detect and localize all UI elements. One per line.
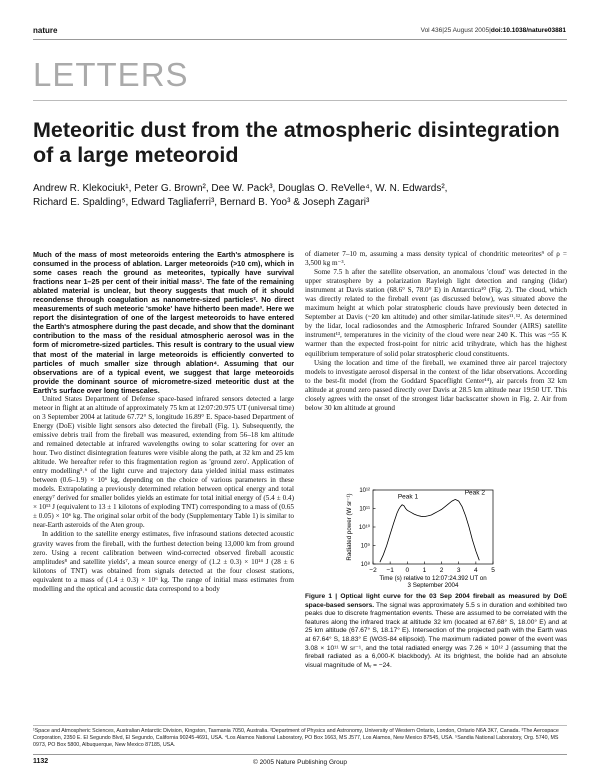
page-number: 1132 [33,758,49,765]
doi-link[interactable]: doi:10.1038/nature03881 [490,27,566,34]
caption-title: Figure 1 | Optical light curve for the 03 Sep 2004 fireball as measured by DoE space-based sensors. [305,593,567,609]
caption-body: The signal was approximately 5.5 s in duration and exhibited two peaks due to discrete fragmentation events. These are assumed to be correlated with the features along the infrared track at altitude 32 km (located at 67.68° S, 18.00° E) and at 25 km altitude (67.67° S, 18.17° E). Intersection of the projected path with the Earth was at 67.64° S, 18.83° E (WGS-84 ellipsoid). The maximum radiated power of the event was 3.08 × 10¹¹ W sr⁻¹, and the total radiated energy was 7.26 × 10¹² J (assuming that the fireball radiated as a 6,000-K blackbody). At its brightest, the bolide had an absolute visual magnitude of Mᵥ = −24. [305,601,567,669]
x-tick-label: −2 [369,567,377,574]
x-tick-label: 3 [456,567,461,574]
copyright-notice: © 2005 Nature Publishing Group [252,759,348,766]
section-label: LETTERS [33,56,189,93]
y-tick-label: 10¹² [359,488,370,494]
body-paragraph: United States Department of Defense space-based infrared sensors detected a large meteor in flight at an altitude of approximately 75 km at 12:07:20.975 UT (universal time) on 3 September 2004 at latitude 67.72° S, longitude 16.89° E. Space-based Department of Energy (DoE) visible light sensors also detected the fireball (Fig. 1). Subsequently, the emissive debris trail from the fireball was measured, extending from 56–18 km altitude and remained detectable at infrared wavelengths owing to solar scattering for over an hour. Two distinct disintegration features were visible along the path, at 32 km and 25 km altitude. We hereafter refer to this fragmentation region as 'ground zero'. Application of entry modelling⁵˒⁶ of the light curve and trajectory data yielded initial mass estimates between (0.6–1.9) × 10⁶ kg, depending on the choice of various parameters in these models. Extrapolating a previously determined relation between optical energy and total energy⁷ derived for smaller bolides yields an estimate for total initial energy of (5.4 ± 0.4) × 10¹³ J (equivalent to 13 ± 1 kilotons of exploding TNT) corresponding to a mass of (0.65 ± 0.05) × 10⁶ kg. The original solar orbit of the body (Supplementary Table 1) is similar to near-Earth asteroids of the Aten group. [33,394,294,530]
figure-1-caption [305,593,567,670]
section-rule [33,100,567,101]
x-tick-label: 0 [405,567,410,574]
peak-1-label: Peak 1 [397,493,419,501]
x-tick-label: 5 [491,567,495,574]
article-title: Meteoritic dust from the atmospheric disintegration of a large meteoroid [33,118,560,167]
x-axis-label: Time (s) relative to 12:07:24.392 UT on [379,575,487,582]
authors-line-2: Richard E. Spalding⁵, Edward Tagliaferri³, Bernard B. Yoo³ & Joseph Zagari³ [33,196,370,208]
affiliations-footnote: ¹Space and Atmospheric Sciences, Australian Antarctic Division, Kingston, Tasmania 7050, Australia. ²Department of Physics and Astronomy, University of Western Ontario, London, Ontario N6A 3K7, Canada. ³The Aerospace Corporation, 2350 E. El Segundo Blvd, El Segundo, California 90245-4691, USA. ⁴Los Alamos National Laboratory, PO Box 1663, MS J577, Los Alamos, New Mexico 87545, USA. ⁵Sandia National Laboratory, Org. 5740, MS 0973, PO Box 5800, Albuquerque, New Mexico 87185, USA. [33,728,559,748]
y-tick-label: 10⁹ [360,543,370,550]
y-axis-label: Radiated power (W sr⁻¹) [346,493,353,561]
x-tick-label: 1 [422,567,427,574]
body-paragraph: of diameter 7–10 m, assuming a mass density typical of chondritic meteorites⁹ of ρ = 3,500 kg m⁻³. [305,250,567,268]
footnote-rule [33,725,567,726]
column-left [33,250,294,594]
header-rule [33,39,567,40]
x-axis-label-line-2: 3 September 2004 [407,582,459,588]
x-tick-label: 4 [474,567,478,574]
body-paragraph: Using the location and time of the fireball, we examined three air parcel trajectory models to investigate aerosol dispersal in the context of the lidar observations. According to the best-fit model (from the Goddard Spaceflight Center¹⁴), air parcels from 32 km altitude at ground zero passed directly over Davis at 28.5 km altitude near 19:50 UT. This closely agrees with the onset of the strongest lidar backscatter shown in Fig. 2. Air from below 30 km altitude at ground [305,358,567,412]
header-citation [421,27,566,34]
y-tick-label: 10¹⁰ [358,525,370,531]
journal-name: nature [33,26,58,35]
authors-line-1: Andrew R. Klekociuk¹, Peter G. Brown², Dee W. Pack³, Douglas O. ReVelle⁴, W. N. Edwards², [33,183,448,194]
column-right [305,250,567,413]
author-list [33,182,567,209]
abstract: Much of the mass of most meteoroids entering the Earth's atmosphere is consumed in the process of ablation. Larger meteoroids (>10 cm), which in some cases reach the ground as meteorites, typically have survival fractions near 1–25 per cent of their initial mass¹. The fate of the remaining ablated material is unclear, but theory suggests that much of it should recondense through coagulation as nanometre-sized particles². No direct measurements of such meteoric 'smoke' have hitherto been made³. Here we report the disintegration of one of the largest meteoroids to have entered the Earth's atmosphere during the past decade, and show that the dominant contribution to the mass of the residual atmospheric aerosol was in the form of micrometre-sized particles. This result is contrary to the usual view that most of the material in large meteoroids is efficiently converted to particles of much smaller size through ablation⁴. Assuming that our observations are of a typical event, we suggest that large meteoroids provide the dominant source of micrometre-sized meteoritic dust at the Earth's surface over long timescales. [33,250,294,395]
peak-2-label: Peak 2 [464,489,485,497]
volume-issue: Vol 436|25 August 2005| [420,27,491,34]
footer-rule [33,754,567,755]
light-curve-line [380,499,479,562]
y-tick-label: 10⁸ [360,562,370,568]
y-tick-label: 10¹¹ [359,506,370,513]
x-tick-label: −1 [386,567,394,574]
body-paragraph: Some 7.5 h after the satellite observation, an anomalous 'cloud' was detected in the upper stratosphere by a polarization Rayleigh light detection and ranging (lidar) instrument at Davis station (68.6° S, 78.0° E) in Antarctica¹⁰ (Fig. 2). The cloud, which was directly related to the fireball event (as discussed below), was situated above the maximum height at which polar stratospheric clouds have previously been detected in September at Davis (~20 km altitude) and other similar-latitude sites¹¹˒¹². As determined by the lidar, local radiosondes and the Atmospheric Infrared Sounder (AIRS) satellite instrument¹³, temperatures in the vicinity of the cloud were near 240 K. This was ~55 K warmer than the expected frost-point for nitric acid trihydrate, which has the highest equilibrium temperature of solid polar stratospheric cloud constituents. [305,268,567,358]
plot-frame [373,490,493,564]
body-paragraph: In addition to the satellite energy estimates, five infrasound stations detected acoustic gravity waves from the fireball, with the furthest detection being 13,000 km from ground zero. Using a recent calibration between wind-corrected observed fireball acoustic amplitudes⁸ and satellite yields⁷, a mean source energy of (1.2 ± 0.3) × 10¹⁴ J (28 ± 6 kilotons of TNT) was obtained from signals detected at the four closest stations, equivalent to a mass of (1.4 ± 0.3) × 10⁶ kg. The range of initial mass estimates from modelling and the optical and acoustic data correspond to a body [33,530,294,593]
x-tick-label: 2 [439,567,444,574]
figure-1-chart [305,484,567,588]
